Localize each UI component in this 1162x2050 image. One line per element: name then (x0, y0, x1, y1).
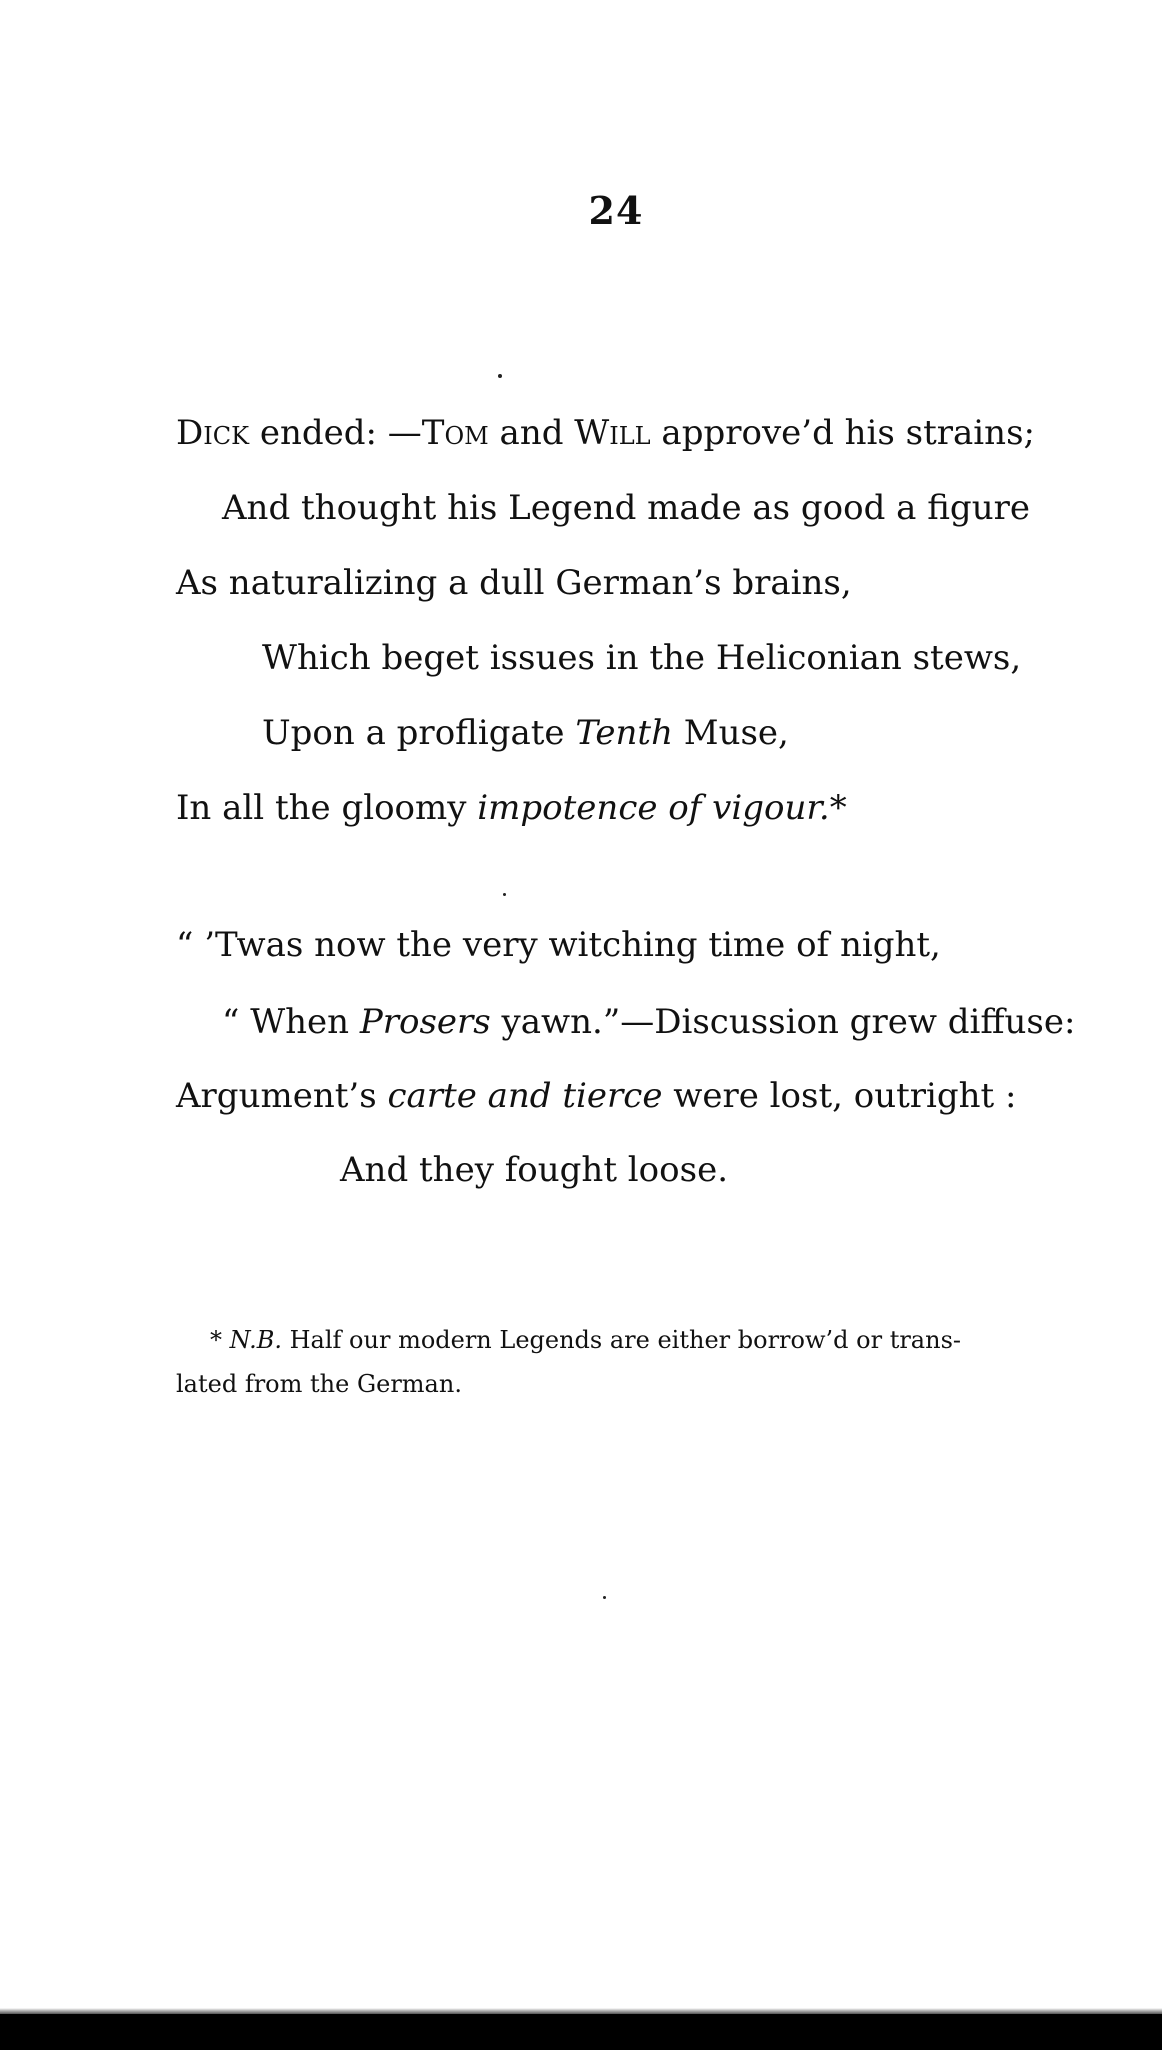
footnote-text: Half our modern Legends are either borrow’d or trans- (282, 1326, 961, 1354)
verse-text: approve’d his strains; (650, 413, 1035, 453)
ink-speck (498, 374, 502, 378)
verse-text: In all the gloomy (176, 788, 478, 828)
page-number: 24 (588, 188, 644, 233)
italic-word: Prosers (359, 1002, 491, 1042)
verse-line-1 (176, 413, 1035, 453)
verse-text: yawn.”—Discussion grew diffuse: (490, 1002, 1076, 1042)
verse-text: ended: — (249, 413, 422, 453)
verse-text: Upon a profligate (262, 713, 576, 753)
verse-text: were lost, outright : (662, 1076, 1017, 1116)
verse-line-5 (262, 713, 789, 753)
footnote-line-1 (176, 1318, 1046, 1362)
footnote-abbreviation: N.B. (229, 1326, 282, 1354)
ink-speck (503, 893, 506, 896)
italic-word: Tenth (575, 713, 673, 753)
name-tom: Tom (421, 413, 489, 453)
verse-line-6 (176, 788, 847, 828)
verse-line-3: As naturalizing a dull German’s brains, (176, 563, 852, 603)
verse-line-8 (222, 1002, 1075, 1042)
verse-text: Argument’s (176, 1076, 388, 1116)
footnote-asterisk: * (210, 1326, 230, 1354)
verse-text: Muse, (672, 713, 789, 753)
italic-phrase: carte and tierce (387, 1076, 663, 1116)
verse-line-2: And thought his Legend made as good a figure (222, 488, 1030, 528)
footnote (176, 1318, 1046, 1406)
name-dick: Dick (176, 413, 250, 453)
italic-phrase: impotence of vigour. (477, 788, 830, 828)
verse-text: “ When (222, 1002, 360, 1042)
verse-line-4: Which beget issues in the Heliconian stews, (262, 638, 1022, 678)
verse-line-9 (176, 1076, 1016, 1116)
footnote-line-2: lated from the German. (176, 1370, 462, 1398)
name-will: Will (574, 413, 651, 453)
ink-speck (603, 1596, 606, 1599)
verse-text: and (488, 413, 575, 453)
verse-line-10: And they fought loose. (340, 1150, 728, 1190)
footnote-marker: * (829, 788, 847, 828)
scan-bottom-border (0, 2014, 1162, 2050)
verse-line-7: “ ’Twas now the very witching time of night, (176, 925, 941, 965)
